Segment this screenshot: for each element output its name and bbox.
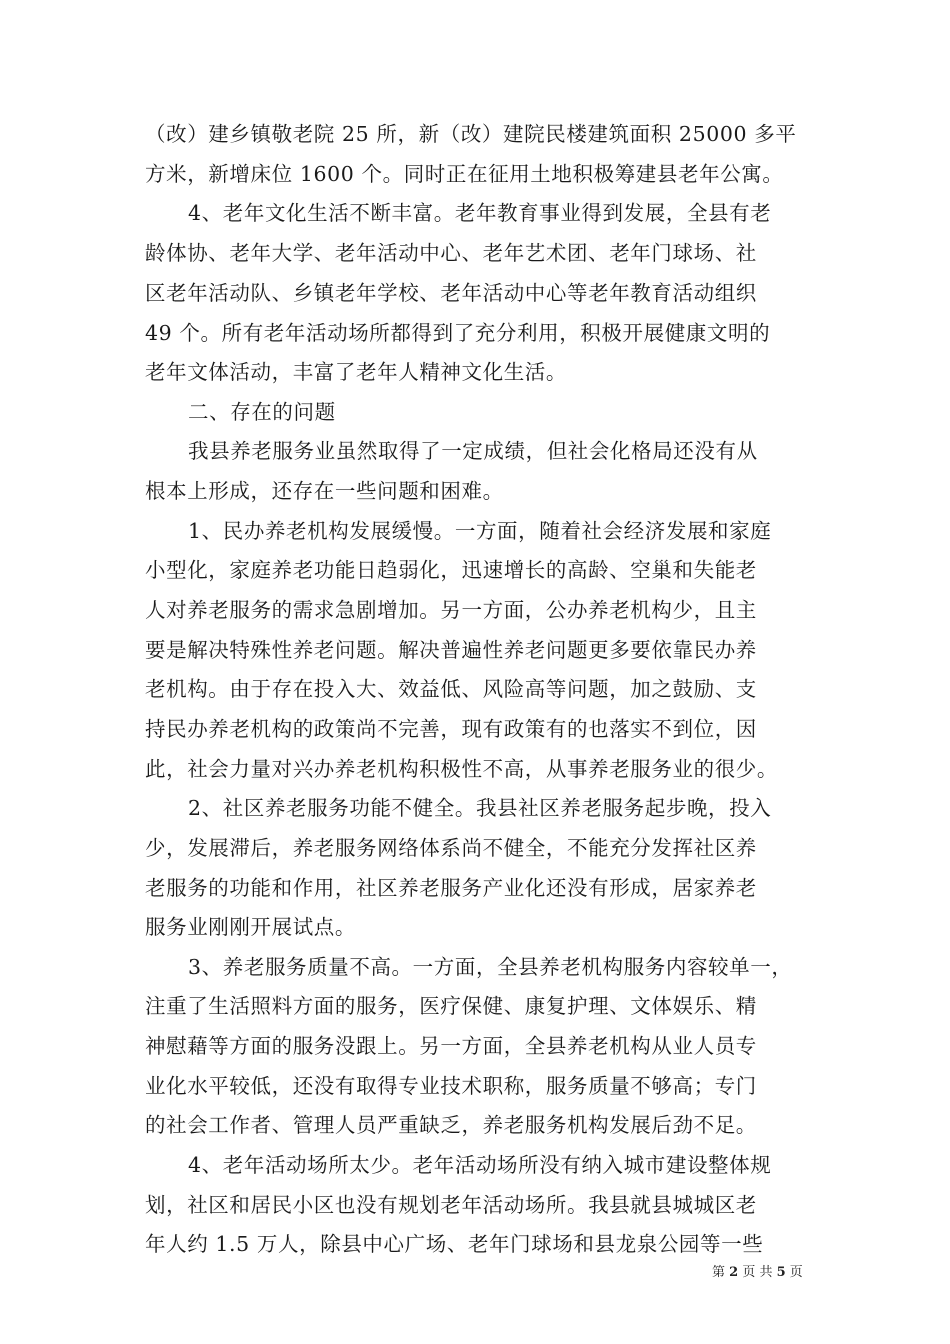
total-pages-number: 5 [776, 1265, 786, 1280]
footer-middle: 页 共 [738, 1265, 777, 1280]
text-line: 少，发展滞后，养老服务网络体系尚不健全，不能充分发挥社区养 [145, 836, 757, 860]
text-line: 持民办养老机构的政策尚不完善，现有政策有的也落实不到位，因 [145, 717, 757, 741]
text-line: 49 个。所有老年活动场所都得到了充分利用，积极开展健康文明的 [145, 321, 771, 345]
text-line: 人对养老服务的需求急剧增加。另一方面，公办养老机构少，且主 [145, 598, 757, 622]
text-line: 的社会工作者、管理人员严重缺乏，养老服务机构发展后劲不足。 [145, 1113, 757, 1137]
text-line: 服务业刚刚开展试点。 [145, 915, 356, 939]
text-line: 要是解决特殊性养老问题。解决普遍性养老问题更多要依靠民办养 [145, 638, 757, 662]
text-line: 业化水平较低，还没有取得专业技术职称，服务质量不够高；专门 [145, 1074, 757, 1098]
text-line: 老机构。由于存在投入大、效益低、风险高等问题，加之鼓励、支 [145, 677, 757, 701]
text-line: 注重了生活照料方面的服务，医疗保健、康复护理、文体娱乐、精 [145, 994, 757, 1018]
text-line: 小型化，家庭养老功能日趋弱化，迅速增长的高龄、空巢和失能老 [145, 558, 757, 582]
footer-suffix: 页 [785, 1265, 803, 1280]
text-line: 根本上形成，还存在一些问题和困难。 [145, 479, 504, 503]
text-line: 老年文体活动，丰富了老年人精神文化生活。 [145, 360, 567, 384]
text-line: 神慰藉等方面的服务没跟上。另一方面，全县养老机构从业人员专 [145, 1034, 757, 1058]
current-page-number: 2 [729, 1265, 739, 1280]
section-heading: 二、存在的问题 [188, 400, 336, 424]
text-line: 龄体协、老年大学、老年活动中心、老年艺术团、老年门球场、社 [145, 241, 757, 265]
text-line: 划，社区和居民小区也没有规划老年活动场所。我县就县城城区老 [145, 1193, 757, 1217]
text-line: 区老年活动队、乡镇老年学校、老年活动中心等老年教育活动组织 [145, 281, 757, 305]
text-line: 方米，新增床位 1600 个。同时正在征用土地积极筹建县老年公寓。 [145, 162, 784, 186]
paragraph-first-line: 3、养老服务质量不高。一方面，全县养老机构服务内容较单一， [188, 955, 793, 979]
text-line: 老服务的功能和作用，社区养老服务产业化还没有形成，居家养老 [145, 876, 757, 900]
text-line: 此，社会力量对兴办养老机构积极性不高，从事养老服务业的很少。 [145, 757, 778, 781]
text-line: （改）建乡镇敬老院 25 所，新（改）建院民楼建筑面积 25000 多平 [145, 122, 797, 146]
text-line: 年人约 1.5 万人，除县中心广场、老年门球场和县龙泉公园等一些 [145, 1232, 764, 1256]
page-footer [712, 1264, 803, 1282]
paragraph-first-line: 1、民办养老机构发展缓慢。一方面，随着社会经济发展和家庭 [188, 519, 772, 543]
paragraph-first-line: 我县养老服务业虽然取得了一定成绩，但社会化格局还没有从 [188, 439, 758, 463]
paragraph-first-line: 2、社区养老服务功能不健全。我县社区养老服务起步晚，投入 [188, 796, 772, 820]
paragraph-first-line: 4、老年活动场所太少。老年活动场所没有纳入城市建设整体规 [188, 1153, 772, 1177]
paragraph-first-line: 4、老年文化生活不断丰富。老年教育事业得到发展，全县有老 [188, 201, 772, 225]
footer-prefix: 第 [712, 1265, 730, 1280]
